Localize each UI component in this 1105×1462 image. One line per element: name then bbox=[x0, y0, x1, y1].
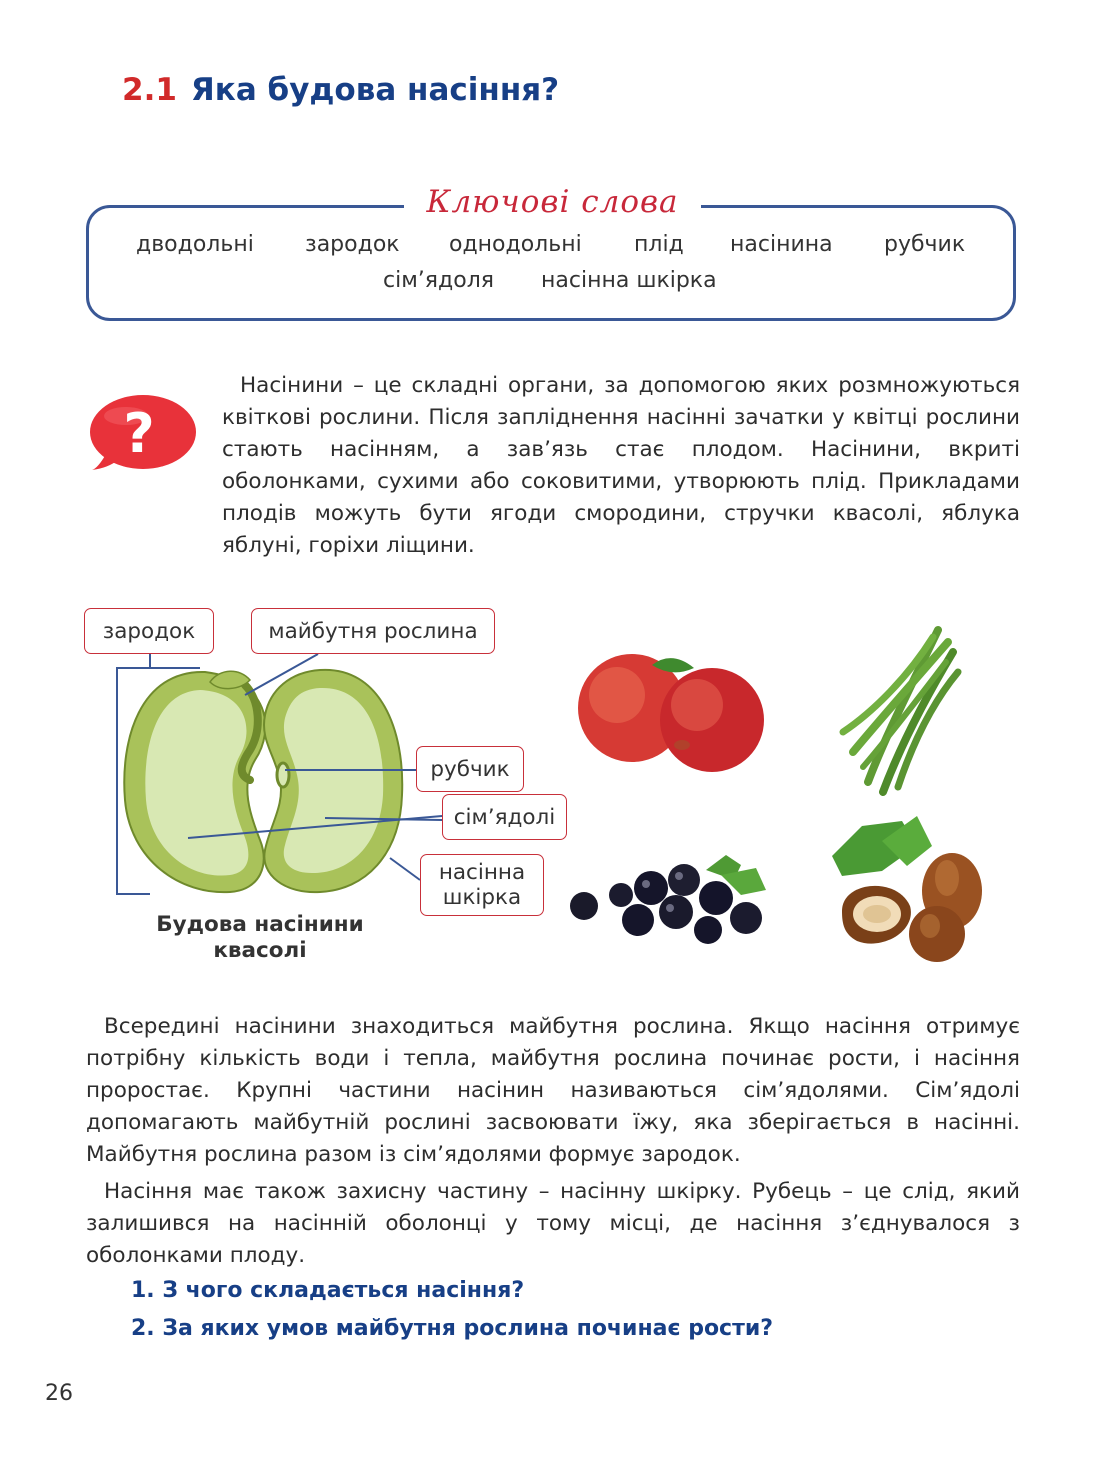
currants-image bbox=[566, 850, 776, 950]
keywords-title: Ключові слова bbox=[0, 184, 1105, 220]
keyword: зародок bbox=[305, 232, 400, 257]
green-beans-image bbox=[838, 622, 968, 797]
label-seed-coat: насінна шкірка bbox=[420, 854, 544, 916]
keywords-frame bbox=[86, 205, 1016, 321]
hazelnuts-image bbox=[822, 816, 992, 966]
label-cotyledons: сім’ядолі bbox=[442, 794, 567, 840]
keyword: насінина bbox=[730, 232, 833, 257]
section-number: 2.1 bbox=[122, 72, 177, 108]
diagram-caption: Будова насінини квасолі bbox=[156, 912, 364, 963]
section-heading bbox=[122, 72, 559, 108]
keyword: сім’ядоля bbox=[383, 268, 494, 293]
review-question: 2. За яких умов майбутня рослина починає рости? bbox=[131, 1316, 774, 1341]
body-paragraph-1: Всередині насінини знаходиться майбутня рослина. Якщо насіння отримує потрібну кількість води і тепла, майбутня рослина починає рости, і насіння проростає. Крупні частини насінин називаються сім’ядолями. Сім’ядолі допомагають майбутній рослині засвоювати їжу, яка зберігається в насінні. Майбутня рослина разом із сім’ядолями формує зародок. bbox=[86, 1014, 1020, 1167]
label-future-plant: майбутня рослина bbox=[251, 608, 495, 654]
svg-text:?: ? bbox=[123, 402, 155, 465]
hilum bbox=[277, 763, 289, 787]
question-mark-icon bbox=[88, 392, 198, 472]
label-hilum: рубчик bbox=[416, 746, 524, 792]
intro-paragraph: Насінини – це складні органи, за допомогою яких розмножуються квіткові рослини. Після запліднення насінні зачатки у квітці рослини стають насінням, а зав’язь стає плодом. Насінини, вкриті оболонками, сухими або соковитими, утворюють плід. Прикладами плодів можуть бути ягоди смородини, стручки квасолі, яблука яблуні, горіхи ліщини. bbox=[222, 373, 1020, 558]
review-question: 1. З чого складається насіння? bbox=[131, 1278, 525, 1303]
keyword: рубчик bbox=[884, 232, 966, 257]
keyword: плід bbox=[634, 232, 684, 257]
keyword: насінна шкірка bbox=[541, 268, 717, 293]
section-title: Яка будова насіння? bbox=[190, 72, 560, 108]
body-paragraph-2: Насіння має також захисну частину – насінну шкірку. Рубець – це слід, який залишився на насінній оболонці у тому місці, де насіння з’єднувалося з оболонками плоду. bbox=[86, 1179, 1020, 1268]
keyword: дводольні bbox=[136, 232, 254, 257]
label-embryo: зародок bbox=[84, 608, 214, 654]
apples-image bbox=[572, 650, 772, 775]
keyword: однодольні bbox=[449, 232, 582, 257]
page-number: 26 bbox=[45, 1381, 73, 1406]
